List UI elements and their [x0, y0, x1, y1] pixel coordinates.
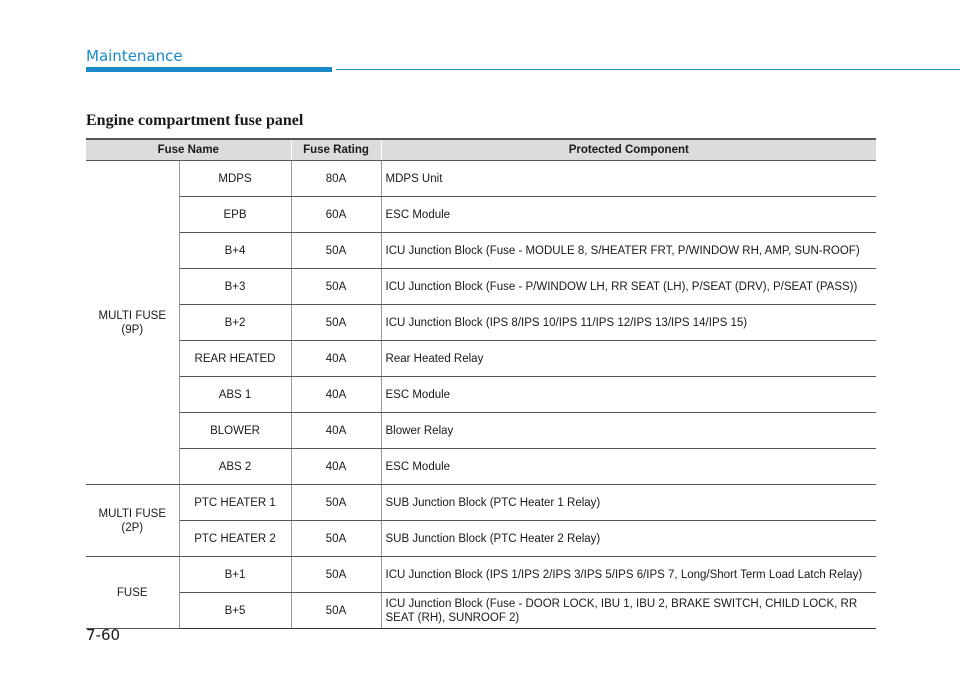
fuse-rating-cell: 40A — [291, 377, 381, 413]
table-row — [86, 161, 876, 197]
protected-component-cell: ICU Junction Block (Fuse - DOOR LOCK, IBU 1, IBU 2, BRAKE SWITCH, CHILD LOCK, RR SEAT (RH), SUNROOF 2) — [381, 593, 876, 629]
fuse-rating-cell: 50A — [291, 557, 381, 593]
fuse-name-cell: EPB — [179, 197, 291, 233]
column-header-fuse-rating: Fuse Rating — [291, 139, 381, 161]
column-header-protected-component: Protected Component — [381, 139, 876, 161]
table-row — [86, 305, 876, 341]
fuse-name-cell: B+4 — [179, 233, 291, 269]
fuse-rating-cell: 40A — [291, 341, 381, 377]
header-rule-thin — [336, 69, 960, 70]
fuse-table — [86, 138, 876, 629]
fuse-group-name: MULTI FUSE (2P) — [86, 485, 179, 557]
column-header-fuse-name: Fuse Name — [86, 139, 291, 161]
protected-component-cell: MDPS Unit — [381, 161, 876, 197]
fuse-name-cell: B+1 — [179, 557, 291, 593]
fuse-rating-cell: 60A — [291, 197, 381, 233]
protected-component-cell: ICU Junction Block (Fuse - P/WINDOW LH, RR SEAT (LH), P/SEAT (DRV), P/SEAT (PASS)) — [381, 269, 876, 305]
fuse-rating-cell: 40A — [291, 413, 381, 449]
protected-component-cell: ESC Module — [381, 197, 876, 233]
fuse-name-cell: ABS 1 — [179, 377, 291, 413]
page-number: 7-60 — [86, 626, 121, 644]
table-row — [86, 485, 876, 521]
fuse-group-name: FUSE — [86, 557, 179, 629]
fuse-name-cell: B+3 — [179, 269, 291, 305]
fuse-rating-cell: 50A — [291, 233, 381, 269]
fuse-rating-cell: 50A — [291, 593, 381, 629]
fuse-rating-cell: 40A — [291, 449, 381, 485]
table-row — [86, 269, 876, 305]
fuse-name-cell: PTC HEATER 2 — [179, 521, 291, 557]
table-row — [86, 197, 876, 233]
protected-component-cell: ESC Module — [381, 377, 876, 413]
section-label: Maintenance — [86, 47, 183, 65]
fuse-rating-cell: 50A — [291, 485, 381, 521]
protected-component-cell: SUB Junction Block (PTC Heater 2 Relay) — [381, 521, 876, 557]
table-row — [86, 413, 876, 449]
table-header-row — [86, 139, 876, 161]
table-row — [86, 341, 876, 377]
fuse-name-cell: MDPS — [179, 161, 291, 197]
table-row — [86, 449, 876, 485]
fuse-rating-cell: 50A — [291, 521, 381, 557]
fuse-rating-cell: 50A — [291, 305, 381, 341]
fuse-rating-cell: 80A — [291, 161, 381, 197]
table-row — [86, 377, 876, 413]
protected-component-cell: SUB Junction Block (PTC Heater 1 Relay) — [381, 485, 876, 521]
protected-component-cell: ICU Junction Block (IPS 8/IPS 10/IPS 11/IPS 12/IPS 13/IPS 14/IPS 15) — [381, 305, 876, 341]
table-row — [86, 233, 876, 269]
table-row — [86, 557, 876, 593]
fuse-name-cell: B+5 — [179, 593, 291, 629]
fuse-name-cell: BLOWER — [179, 413, 291, 449]
fuse-name-cell: B+2 — [179, 305, 291, 341]
fuse-name-cell: ABS 2 — [179, 449, 291, 485]
protected-component-cell: ICU Junction Block (IPS 1/IPS 2/IPS 3/IPS 5/IPS 6/IPS 7, Long/Short Term Load Latch Relay) — [381, 557, 876, 593]
fuse-group-name: MULTI FUSE (9P) — [86, 161, 179, 485]
page-title: Engine compartment fuse panel — [86, 112, 304, 129]
protected-component-cell: ICU Junction Block (Fuse - MODULE 8, S/HEATER FRT, P/WINDOW RH, AMP, SUN-ROOF) — [381, 233, 876, 269]
table-row — [86, 521, 876, 557]
fuse-name-cell: REAR HEATED — [179, 341, 291, 377]
header-rule-thick — [86, 67, 332, 72]
protected-component-cell: Blower Relay — [381, 413, 876, 449]
protected-component-cell: Rear Heated Relay — [381, 341, 876, 377]
fuse-name-cell: PTC HEATER 1 — [179, 485, 291, 521]
table-row — [86, 593, 876, 629]
protected-component-cell: ESC Module — [381, 449, 876, 485]
fuse-rating-cell: 50A — [291, 269, 381, 305]
fuse-table-body — [86, 161, 876, 629]
